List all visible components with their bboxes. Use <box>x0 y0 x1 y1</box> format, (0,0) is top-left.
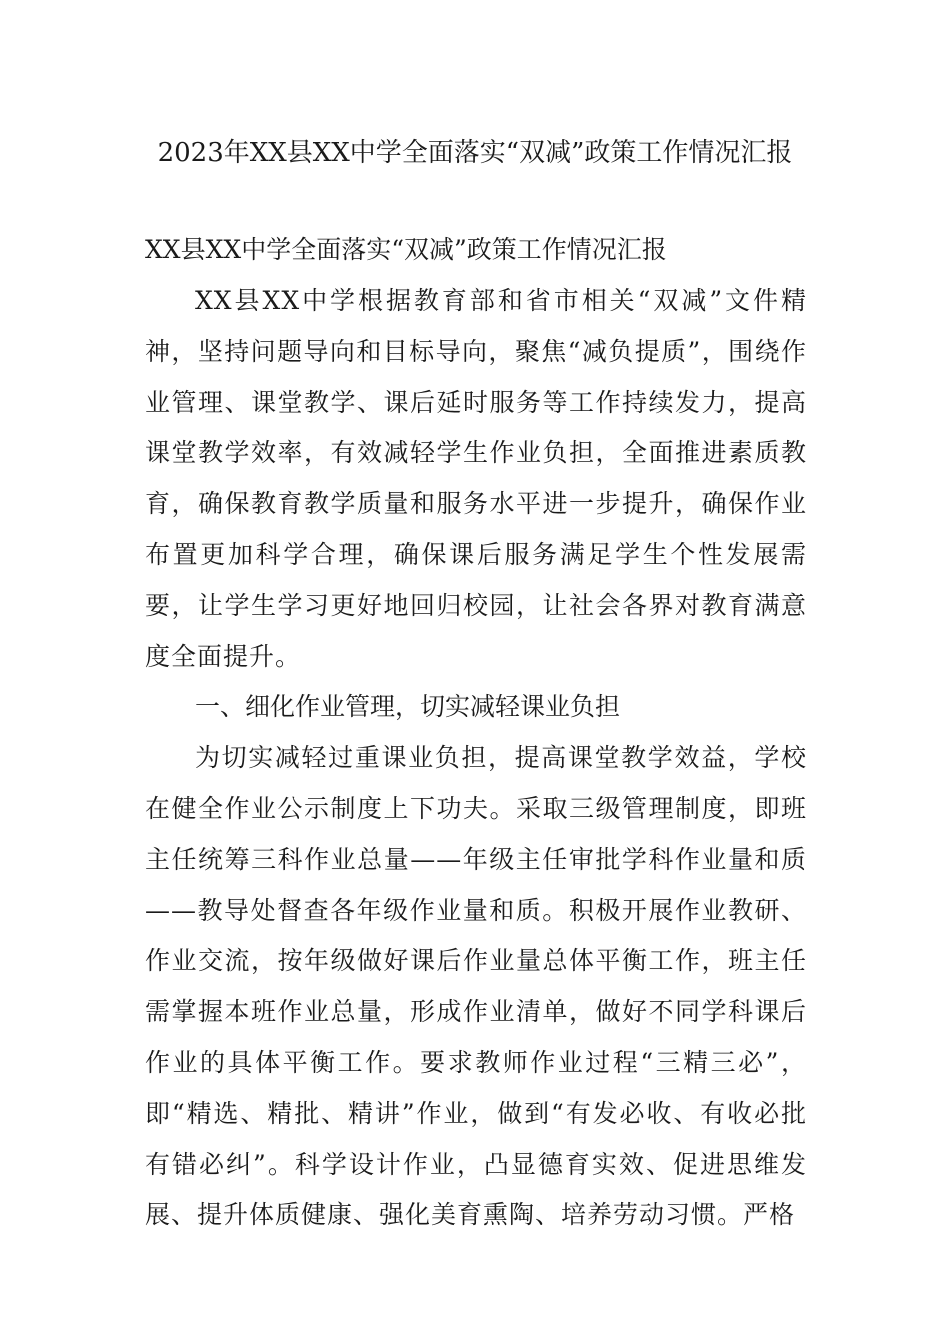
section-paragraph: 为切实减轻过重课业负担，提高课堂教学效益，学校在健全作业公示制度上下功夫。采取三级管理制度，即班主任统筹三科作业总量——年级主任审批学科作业量和质——教导处督查各年级作业量和质。积极开展作业教研、作业交流，按年级做好课后作业量总体平衡工作，班主任需掌握本班作业总量，形成作业清单，做好不同学科课后作业的具体平衡工作。要求教师作业过程“三精三必”，即“精选、精批、精讲”作业，做到“有发必收、有收必批有错必纠”。科学设计作业，凸显德育实效、促进思维发展、提升体质健康、强化美育熏陶、培养劳动习惯。严格 <box>145 743 807 1230</box>
intro-paragraph: XX县XX中学根据教育部和省市相关“双减”文件精神，坚持问题导向和目标导向，聚焦“减负提质”，围绕作业管理、课堂教学、课后延时服务等工作持续发力，提高课堂教学效率，有效减轻学生作业负担，全面推进素质教育，确保教育教学质量和服务水平进一步提升，确保作业布置更加科学合理，确保课后服务满足学生个性发展需要，让学生学习更好地回归校园，让社会各界对教育满意度全面提升。 <box>145 286 807 671</box>
document-title: 2023年XX县XX中学全面落实“双减”政策工作情况汇报 <box>157 138 793 168</box>
document-subtitle: XX县XX中学全面落实“双减”政策工作情况汇报 <box>145 235 667 264</box>
document-body <box>145 276 807 1241</box>
section-heading: 一、细化作业管理，切实减轻课业负担 <box>195 692 621 722</box>
